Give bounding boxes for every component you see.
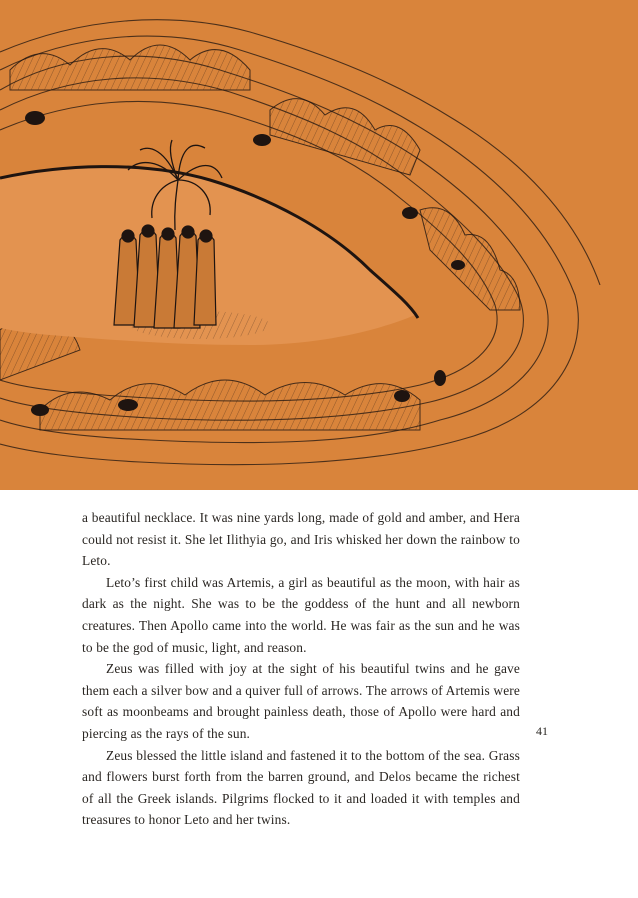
body-text [82, 507, 520, 831]
paragraph-1: a beautiful necklace. It was nine yards long, made of gold and amber, and Hera could not resist it. She let Ilithyia go, and Iris whisked her down the rainbow to Leto. [82, 510, 520, 569]
page-number: 41 [536, 724, 548, 738]
paragraph-3: Zeus was filled with joy at the sight of his beautiful twins and he gave them each a silver bow and a quiver full of arrows. The arrows of Artemis were soft as moonbeams and brought painless death, those of Apollo were hard and piercing as the rays of the sun. [82, 661, 520, 741]
goddess-figures [114, 225, 216, 328]
paragraph-4: Zeus blessed the little island and fastened it to the bottom of the sea. Grass and flowers burst forth from the barren ground, and Delos became the richest of all the Greek islands. Pilgrims flocked to it and loaded it with temples and treasures to honor Leto and her twins. [82, 747, 520, 828]
paragraph-2: Leto’s first child was Artemis, a girl as beautiful as the moon, with hair as dark as the night. She was to be the goddess of the hunt and all newborn creatures. Then Apollo came into the world. He was fair as the sun and he was to be the god of music, light, and reason. [82, 574, 520, 655]
